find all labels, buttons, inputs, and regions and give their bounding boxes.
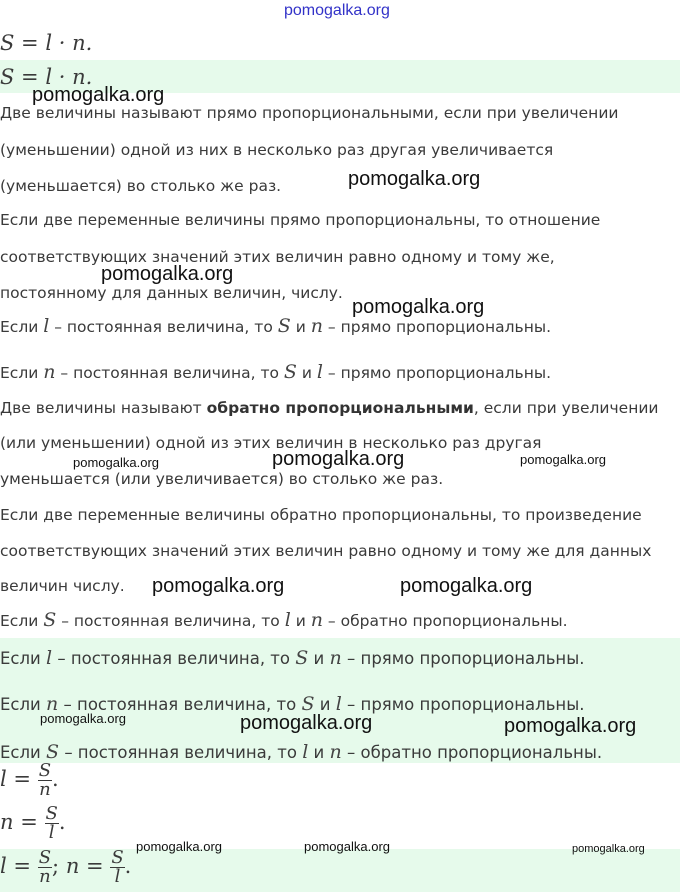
formula-area-highlighted: S = l · n. [0,65,93,89]
property-direct-line2: соответствующих значений этих величин равно одному и тому же, [0,248,555,266]
watermark: pomogalka.org [272,448,405,470]
formula-area: S = l · n. [0,31,93,55]
watermark: pomogalka.org [504,715,637,737]
watermark: pomogalka.org [40,711,126,726]
watermark: pomogalka.org [520,452,606,467]
formula-combined: l = $\frac{S}{n}$ ; n = $\frac{S}{l}$ . [0,847,132,887]
definition-direct-line2: (уменьшении) одной из них в несколько раз другая увеличивается [0,141,554,159]
property-inverse-line1: Если две переменные величины обратно пропорциональны, то произведение [0,506,642,524]
definition-direct-line3: (уменьшается) во столько же раз. [0,177,282,195]
summary-l-constant: Если l – постоянная величина, то S и n – прямо пропорциональны. [0,647,585,669]
watermark: pomogalka.org [73,455,159,470]
watermark: pomogalka.org [304,839,390,854]
watermark-top: pomogalka.org [284,2,390,19]
statement-s-constant: Если S – постоянная величина, то l и n – обратно пропорциональны. [0,609,568,631]
definition-inverse-line2: (или уменьшении) одной из этих величин в несколько раз другая [0,434,542,452]
property-inverse-line2: соответствующих значений этих величин равно одному и тому же для данных [0,542,652,560]
formula-l-equals-s-over-n: l = $\frac{S}{n}$ . [0,760,59,800]
watermark: pomogalka.org [572,843,645,855]
summary-n-constant: Если n – постоянная величина, то S и l – прямо пропорциональны. [0,693,585,715]
watermark: pomogalka.org [152,575,285,597]
watermark: pomogalka.org [352,296,485,318]
summary-s-constant: Если S – постоянная величина, то l и n – обратно пропорциональны. [0,741,603,763]
definition-inverse-line3: уменьшается (или увеличивается) во столько же раз. [0,470,444,488]
watermark: pomogalka.org [348,168,481,190]
statement-l-constant: Если l – постоянная величина, то S и n – прямо пропорциональны. [0,315,551,337]
definition-inverse-line1: Две величины называют обратно пропорциональными, если при увеличении [0,399,659,417]
formula-n-equals-s-over-l: n = $\frac{S}{l}$ . [0,803,66,843]
watermark: pomogalka.org [32,84,165,106]
watermark: pomogalka.org [136,839,222,854]
definition-direct-line1: Две величины называют прямо пропорциональными, если при увеличении [0,104,619,122]
watermark: pomogalka.org [400,575,533,597]
statement-n-constant: Если n – постоянная величина, то S и l – прямо пропорциональны. [0,361,551,383]
property-inverse-line3: величин числу. [0,577,125,595]
watermark: pomogalka.org [240,712,373,734]
watermark: pomogalka.org [101,263,234,285]
property-direct-line1: Если две переменные величины прямо пропорциональны, то отношение [0,211,601,229]
property-direct-line3: постоянному для данных величин, числу. [0,284,343,302]
